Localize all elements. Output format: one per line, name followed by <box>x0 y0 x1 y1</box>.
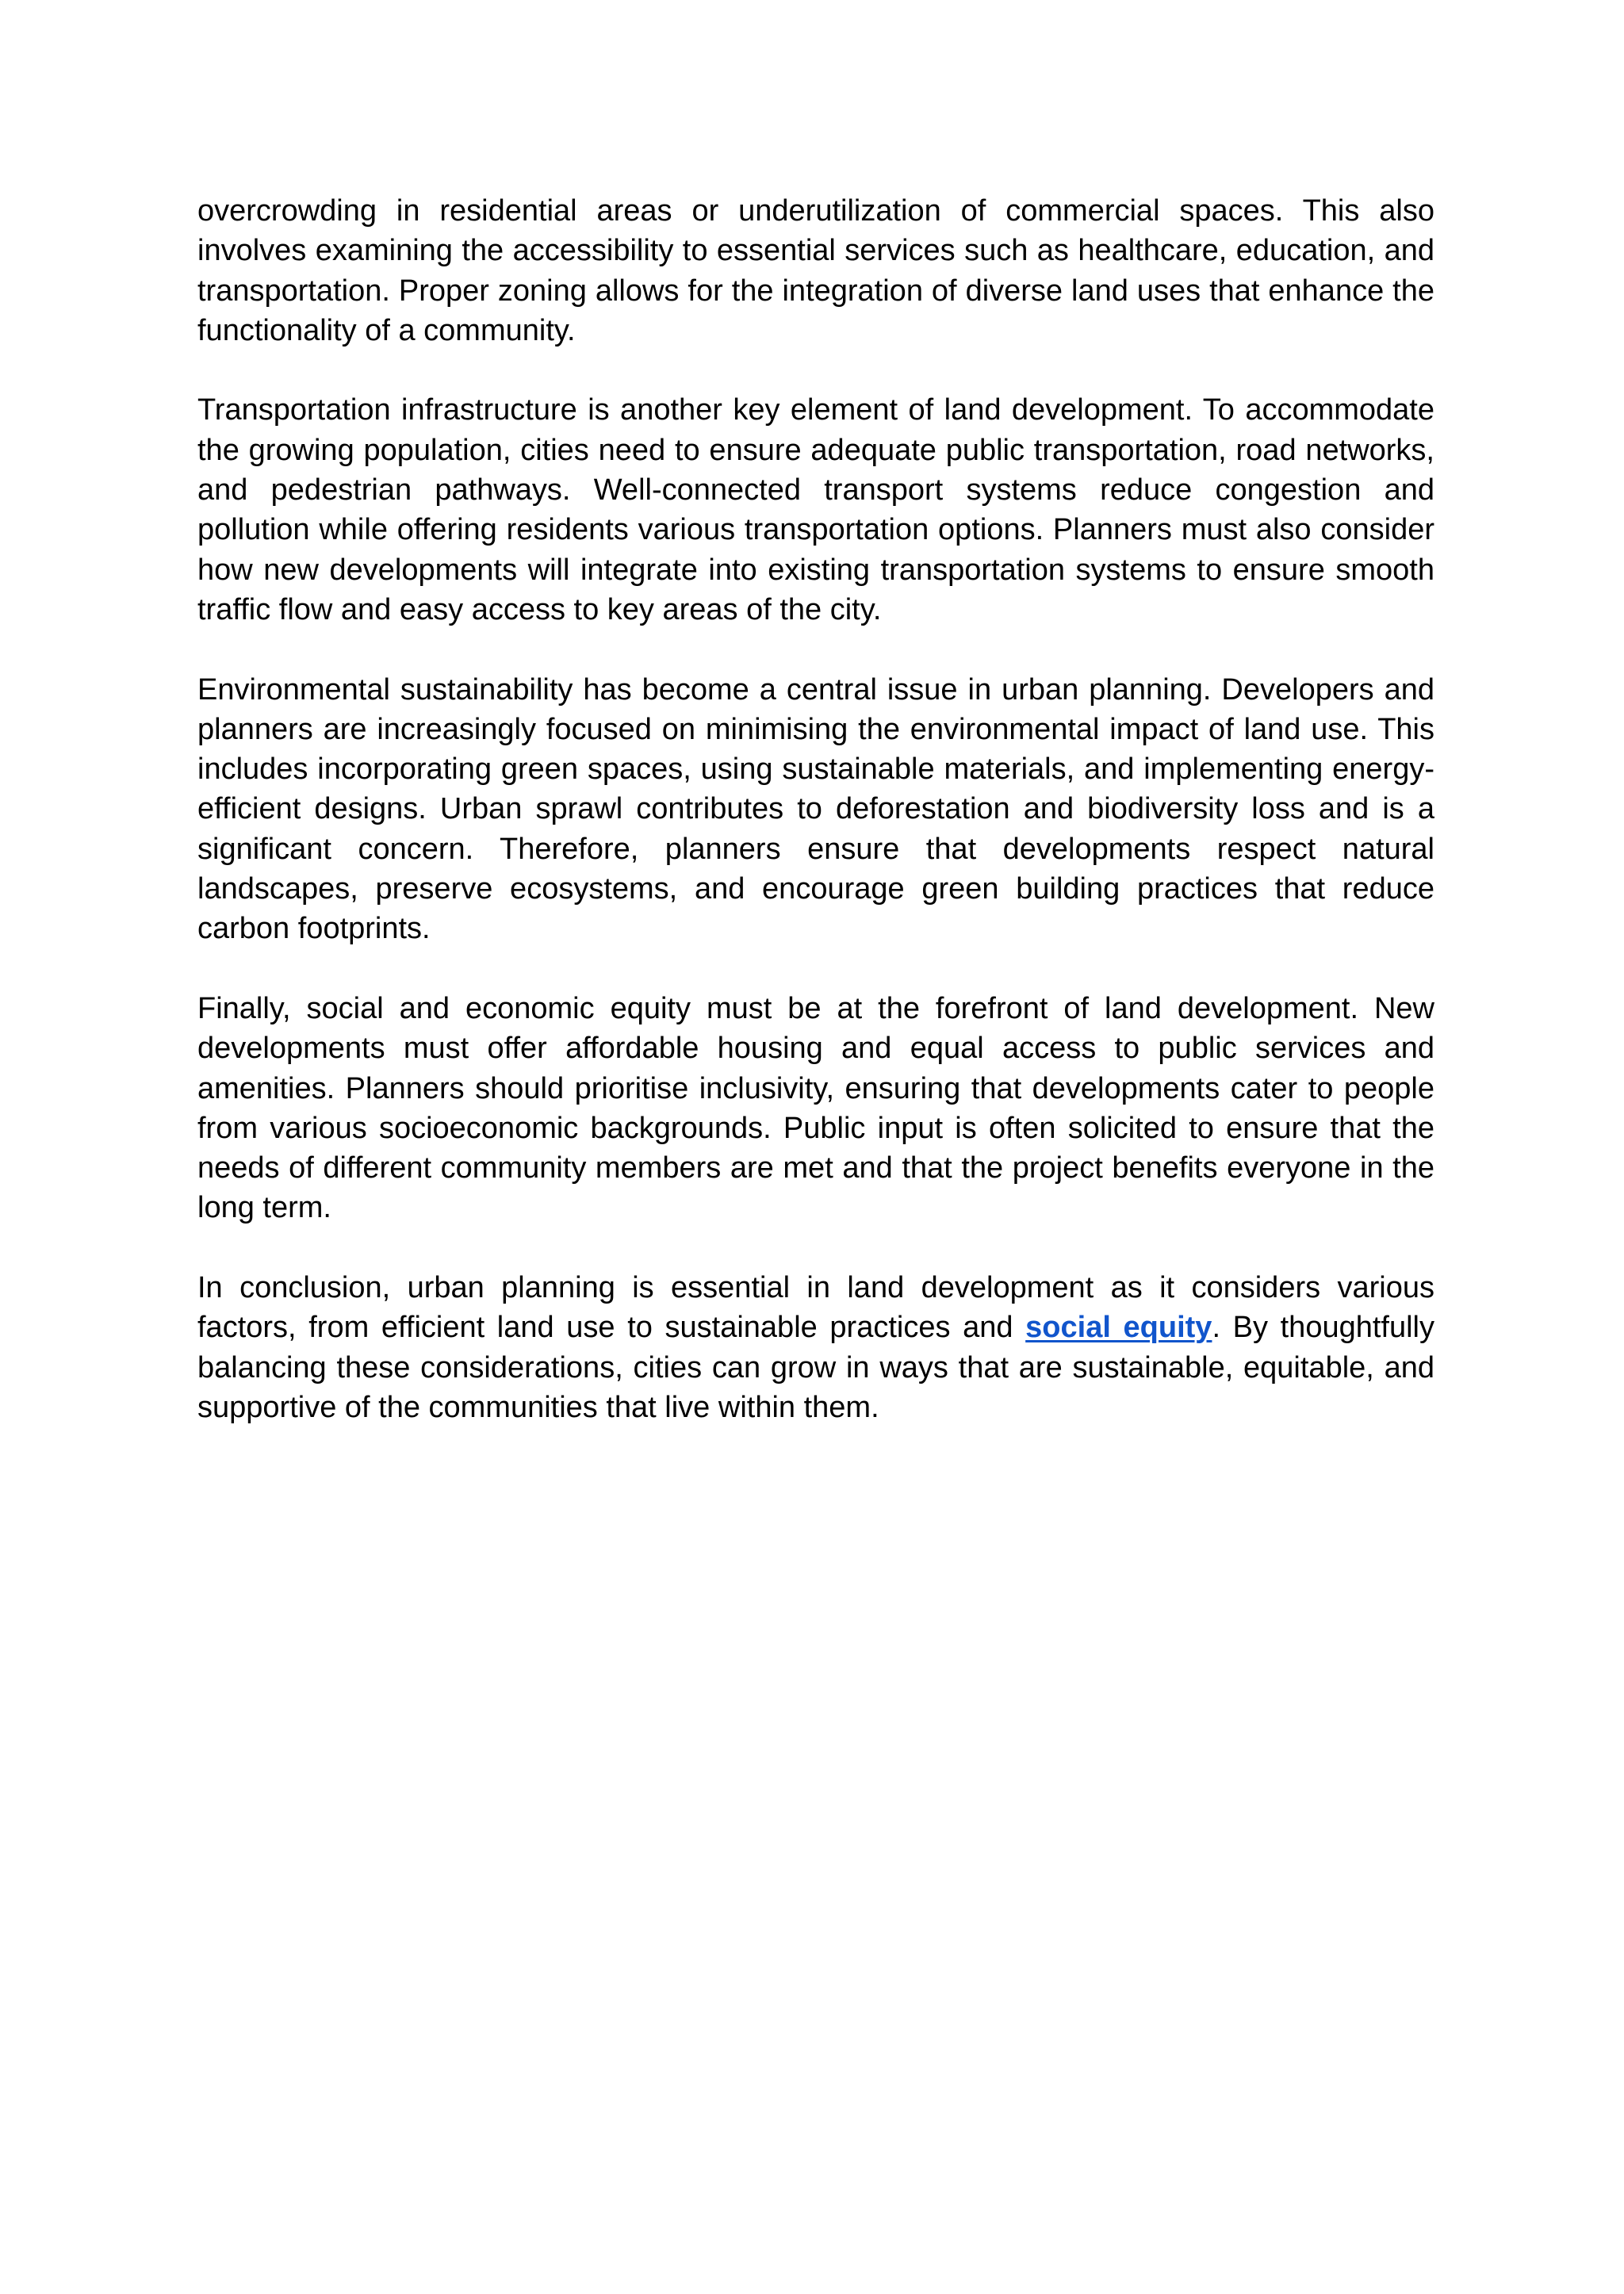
paragraph-environment: Environmental sustainability has become a central issue in urban planning. Developers and planners are increasingly focused on minimising the environmental impact of land use. This includes incorporating green spaces, using sustainable materials, and implementing energy-efficient designs. Urban sprawl contributes to deforestation and biodiversity loss and is a significant concern. Therefore, planners ensure that developments respect natural landscapes, preserve ecosystems, and encourage green building practices that reduce carbon footprints. <box>197 672 1434 946</box>
conclusion-text-before-link: In conclusion, urban planning is essential in land development as it considers various factors, from efficient land use to sustainable practices and <box>197 1271 1434 1345</box>
document-body <box>197 191 1434 1468</box>
paragraph-land-use: overcrowding in residential areas or underutilization of commercial spaces. This also involves examining the accessibility to essential services such as healthcare, education, and transportation. Proper zoning allows for the integration of diverse land uses that enhance the functionality of a community. <box>197 194 1434 347</box>
paragraph-conclusion <box>197 1268 1434 1427</box>
paragraph-equity: Finally, social and economic equity must be at the forefront of land development. New developments must offer affordable housing and equal access to public services and amenities. Planners should prioritise inclusivity, ensuring that developments cater to people from various socioeconomic backgrounds. Public input is often solicited to ensure that the needs of different community members are met and that the project benefits everyone in the long term. <box>197 991 1434 1225</box>
conclusion-text-after-link: . By thoughtfully balancing these considerations, cities can grow in ways that are sustainable, equitable, and supportive of the communities that live within them. <box>197 1311 1434 1424</box>
social-equity-link[interactable]: social equity <box>1025 1311 1212 1345</box>
paragraph-transportation: Transportation infrastructure is another key element of land development. To accommodate the growing population, cities need to ensure adequate public transportation, road networks, and pedestrian pathways. Well-connected transport systems reduce congestion and pollution while offering residents various transportation options. Planners must also consider how new developments will integrate into existing transportation systems to ensure smooth traffic flow and easy access to key areas of the city. <box>197 393 1434 626</box>
